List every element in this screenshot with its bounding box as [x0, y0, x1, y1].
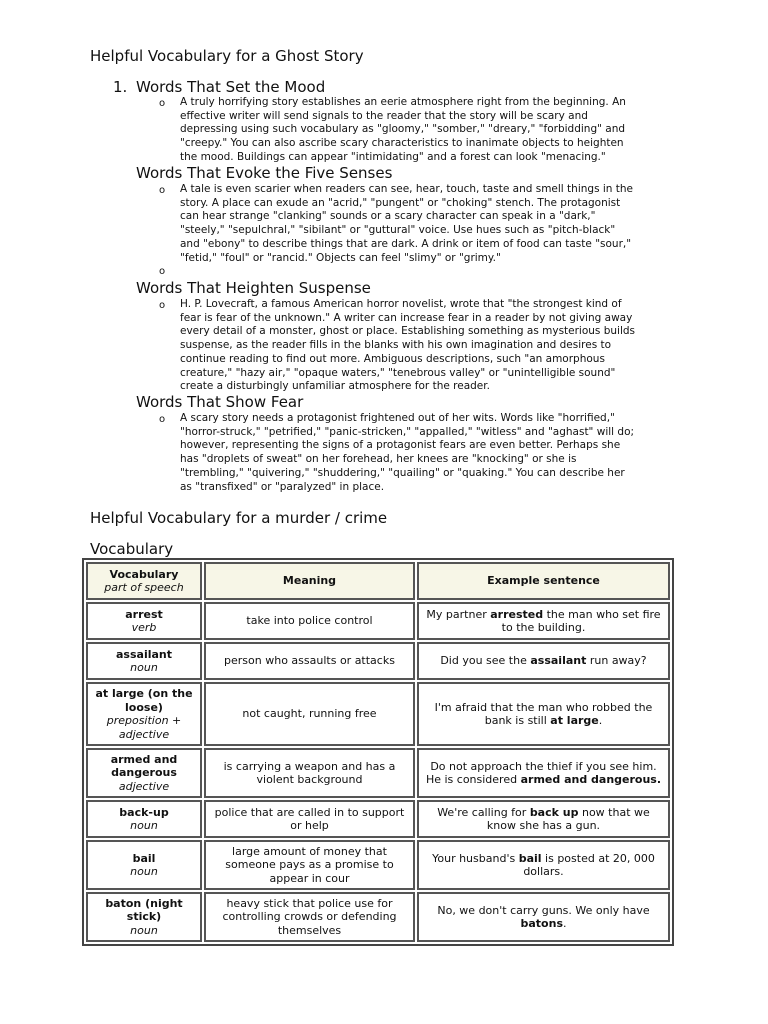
meaning-cell: large amount of money that someone pays as a promise to appear in cour	[204, 840, 415, 890]
paragraph-line: suspense, as the reader fills in the blanks with his own imagination and desires to	[180, 339, 612, 352]
example-cell	[417, 800, 670, 838]
section-paragraph-senses	[180, 183, 680, 265]
vocab-pos: adjective	[118, 779, 170, 793]
example-keyword: assailant	[530, 654, 587, 668]
vocab-word: assailant	[116, 647, 172, 661]
example-keyword: batons	[520, 917, 563, 930]
example-text: .	[563, 917, 567, 930]
bullet-marker: o	[159, 98, 166, 109]
table-row	[86, 800, 670, 838]
example-keyword: back up	[529, 805, 579, 819]
header-part-of-speech: part of speech	[104, 581, 184, 594]
example-text: .	[598, 714, 603, 727]
word-cell	[86, 642, 202, 680]
word-cell	[86, 682, 202, 746]
example-text: is posted at 20, 000 dollars.	[523, 851, 655, 878]
paragraph-line: and "ebony" to describe things that are dark. A drink or item of food can taste "sour,"	[180, 237, 632, 250]
bullet-marker: o	[159, 185, 166, 196]
paragraph-line: effective writer will send signals to the reader that the story will be scary and	[180, 109, 588, 122]
vocab-pos: noun	[130, 865, 158, 878]
paragraph-line: the mood. Buildings can appear "intimidating" and a forest can look "menacing."	[180, 150, 606, 163]
bullet-marker: o	[159, 300, 166, 311]
meaning-cell: not caught, running free	[204, 682, 415, 746]
paragraph-line: "fetid," "foul" or "rancid." Objects can feel "slimy" or "grimy."	[180, 251, 501, 264]
table-row	[86, 892, 670, 942]
paragraph-line: depressing using such vocabulary as "gloomy," "somber," "dreary," "forbidding" and	[180, 123, 626, 136]
section-title-fear: Words That Show Fear	[136, 393, 304, 411]
ghost-story-heading: Helpful Vocabulary for a Ghost Story	[90, 47, 364, 65]
vocab-word: baton (night stick)	[105, 896, 183, 924]
meaning-cell: police that are called in to support or help	[204, 800, 415, 838]
vocab-word: back-up	[119, 805, 169, 819]
vocab-word: armed and dangerous	[110, 752, 178, 780]
meaning-cell: take into police control	[204, 602, 415, 640]
table-row	[86, 840, 670, 890]
table-row	[86, 602, 670, 640]
empty-bullet-marker: o	[159, 266, 166, 277]
example-text: now that we know she has a gun.	[486, 805, 650, 832]
vocab-word: arrest	[125, 607, 163, 621]
example-cell	[417, 682, 670, 746]
meaning-cell: heavy stick that police use for controlling crowds or defending themselves	[204, 892, 415, 942]
vocab-pos: noun	[130, 819, 158, 832]
example-text: No, we don't carry guns. We only have	[437, 903, 650, 917]
vocab-pos: verb	[131, 621, 157, 634]
table-row	[86, 748, 670, 798]
word-cell	[86, 748, 202, 798]
paragraph-line: "trembling," "quivering," "shuddering," "quailing" or "quaking." You can describe her	[180, 466, 625, 479]
section-title-senses: Words That Evoke the Five Senses	[136, 164, 393, 182]
paragraph-line: story. A place can exude an "acrid," "pungent" or "choking" stench. The protagonist	[180, 196, 621, 209]
example-text: Your husband's	[432, 851, 519, 865]
section-paragraph-suspense	[180, 298, 680, 394]
example-keyword: at large	[550, 714, 599, 727]
meaning-cell: person who assaults or attacks	[204, 642, 415, 680]
example-text: My partner	[426, 607, 491, 621]
example-text: Did you see the	[440, 654, 531, 668]
vocab-word: bail	[132, 851, 156, 865]
word-cell	[86, 840, 202, 890]
vocab-pos: noun	[130, 923, 158, 937]
paragraph-line: continue reading to find out more. Ambiguous descriptions, such "an amorphous	[180, 352, 605, 365]
example-cell	[417, 748, 670, 798]
table-row	[86, 682, 670, 746]
paragraph-line: A scary story needs a protagonist frightened out of her wits. Words like "horrified,"	[180, 412, 615, 424]
example-text: run away?	[586, 654, 647, 668]
paragraph-line: "steely," "sepulchral," "sibilant" or "guttural" voice. Use hues such as "pitch-black"	[180, 224, 616, 237]
example-cell	[417, 602, 670, 640]
paragraph-line: H. P. Lovecraft, a famous American horror novelist, wrote that "the strongest kind of	[180, 298, 622, 310]
paragraph-line: "horror-struck," "petrified," "panic-stricken," "appalled," "witless" and "aghast" will do;	[180, 425, 635, 438]
word-cell	[86, 800, 202, 838]
paragraph-line: "creepy." You can also ascribe scary characteristics to inanimate objects to heighten	[180, 137, 624, 150]
paragraph-line: create a disturbingly unfamiliar atmosphere for the reader.	[180, 380, 490, 393]
paragraph-line: fear is fear of the unknown." A writer can increase fear in a reader by not giving away	[180, 311, 633, 324]
table-row	[86, 642, 670, 680]
paragraph-line: A tale is even scarier when readers can see, hear, touch, taste and smell things in the	[180, 183, 634, 195]
example-cell	[417, 840, 670, 890]
example-keyword: bail	[518, 851, 542, 865]
example-text: We're calling for	[437, 805, 530, 819]
bullet-marker: o	[159, 414, 166, 425]
vocabulary-heading: Vocabulary	[90, 540, 174, 558]
paragraph-line: has "droplets of sweat" on her forehead, her knees are "knocking" or she is	[180, 453, 577, 466]
vocab-pos: preposition + adjective	[106, 714, 182, 741]
example-keyword: armed and dangerous.	[520, 773, 662, 786]
example-cell	[417, 642, 670, 680]
section-title-mood: Words That Set the Mood	[136, 78, 326, 96]
section-number: 1.	[113, 78, 128, 96]
section-title-suspense: Words That Heighten Suspense	[136, 279, 371, 297]
meaning-cell: is carrying a weapon and has a violent background	[204, 748, 415, 798]
example-text: I'm afraid that the man who robbed the bank is still	[434, 700, 653, 727]
header-meaning: Meaning	[204, 562, 415, 600]
table-header-row	[86, 562, 670, 600]
paragraph-line: however, representing the signs of a protagonist fears are even better. Perhaps she	[180, 439, 621, 452]
vocabulary-table	[82, 558, 674, 946]
example-text: Do not approach the thief if you see him. He is considered	[425, 759, 657, 786]
murder-crime-heading: Helpful Vocabulary for a murder / crime	[90, 509, 388, 527]
header-vocabulary-cell	[86, 562, 202, 600]
paragraph-line: as "transfixed" or "paralyzed" in place.	[180, 480, 385, 493]
vocab-pos: noun	[130, 661, 158, 674]
section-paragraph-mood	[180, 96, 680, 165]
section-paragraph-fear	[180, 412, 680, 494]
vocab-word: at large (on the loose)	[95, 687, 193, 714]
example-keyword: arrested	[490, 607, 544, 621]
paragraph-line: can hear strange "clanking" sounds or a scary character can speak in a "dark,"	[180, 210, 596, 223]
example-text: the man who set fire to the building.	[501, 607, 661, 634]
word-cell	[86, 602, 202, 640]
header-vocabulary: Vocabulary	[109, 567, 179, 581]
paragraph-line: creature," "hazy air," "opaque waters," "tenebrous valley" or "unintelligible sound"	[180, 366, 616, 379]
paragraph-line: every detail of a monster, ghost or place. Establishing something as mysterious builds	[180, 325, 636, 338]
word-cell	[86, 892, 202, 942]
paragraph-line: A truly horrifying story establishes an eerie atmosphere right from the beginning. An	[180, 96, 626, 108]
example-cell	[417, 892, 670, 942]
header-example-sentence: Example sentence	[417, 562, 670, 600]
